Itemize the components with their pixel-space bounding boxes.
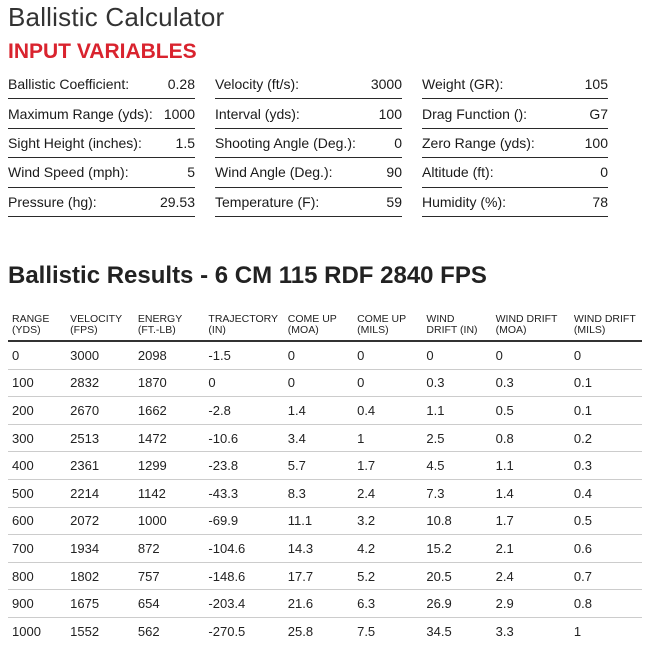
input-row	[422, 99, 608, 128]
input-value[interactable]: 1.5	[175, 134, 195, 151]
table-cell: 8.3	[284, 479, 353, 507]
column-header	[8, 314, 66, 341]
input-value[interactable]: 3000	[370, 76, 402, 93]
table-cell: 14.3	[284, 535, 353, 563]
table-cell: 700	[8, 535, 66, 563]
input-label: Pressure (hg):	[8, 193, 97, 210]
input-value[interactable]: 29.53	[159, 193, 195, 210]
results-title: Ballistic Results - 6 CM 115 RDF 2840 FPS	[8, 262, 487, 289]
table-cell: 1.7	[492, 507, 570, 535]
input-value[interactable]: 90	[386, 164, 402, 181]
table-cell: 2.4	[353, 479, 422, 507]
column-header	[204, 314, 283, 341]
table-cell: 1934	[66, 535, 134, 563]
input-label: Humidity (%):	[422, 193, 507, 210]
input-row	[8, 99, 195, 128]
table-cell: 1552	[70, 623, 100, 639]
table-cell: 1802	[66, 562, 134, 590]
column-header-line: WIND DRIFT	[495, 313, 558, 325]
table-cell: 0.1	[570, 397, 642, 425]
input-variables-grid	[8, 70, 610, 216]
input-label: Maximum Range (yds):	[8, 105, 153, 122]
input-value[interactable]: 59	[386, 193, 402, 210]
input-value[interactable]: 5	[187, 164, 195, 181]
table-cell: 0.3	[422, 369, 491, 397]
column-header-line: (MOA)	[495, 324, 527, 336]
table-cell: 0	[284, 341, 353, 369]
column-header-line: RANGE	[12, 313, 50, 325]
table-cell: 2.5	[422, 424, 491, 452]
input-variables-heading: INPUT VARIABLES	[8, 40, 197, 63]
column-header	[134, 314, 205, 341]
table-cell: -1.5	[204, 341, 283, 369]
table-cell: 0	[422, 341, 491, 369]
table-cell: 3000	[66, 341, 134, 369]
table-cell: 2670	[66, 397, 134, 425]
table-cell: 872	[134, 535, 205, 563]
table-cell: 654	[134, 590, 205, 618]
input-label: Sight Height (inches):	[8, 134, 142, 151]
table-cell: 800	[8, 562, 66, 590]
input-row	[215, 99, 402, 128]
input-value[interactable]: 0	[394, 134, 402, 151]
column-header-line: WIND	[426, 313, 455, 325]
table-cell: 2.4	[492, 562, 570, 590]
input-row	[215, 158, 402, 187]
input-label: Zero Range (yds):	[422, 134, 535, 151]
column-header-line: COME UP	[357, 313, 407, 325]
table-cell: 1.1	[422, 397, 491, 425]
table-cell: 600	[8, 507, 66, 535]
table-cell: 0.2	[570, 424, 642, 452]
table-cell: -203.4	[204, 590, 283, 618]
column-header-line: WIND DRIFT	[573, 313, 636, 325]
table-cell: 0	[353, 341, 422, 369]
table-cell: 2072	[66, 507, 134, 535]
column-header-line: TRAJECTORY	[208, 313, 279, 325]
column-header-line: (IN)	[208, 324, 226, 336]
table-cell: 400	[8, 452, 66, 480]
table-cell: 0	[570, 341, 642, 369]
table-cell: 1000	[12, 623, 41, 639]
table-cell: 1.7	[353, 452, 422, 480]
table-row	[8, 424, 642, 452]
column-header-line: (FT.-LB)	[137, 324, 176, 336]
table-cell: 1142	[134, 479, 205, 507]
column-header-line: (MILS)	[357, 324, 389, 336]
column-header-line: (FPS)	[70, 324, 98, 336]
input-label: Interval (yds):	[215, 105, 300, 122]
table-row	[8, 535, 642, 563]
input-label: Wind Speed (mph):	[8, 164, 129, 181]
table-cell: 1870	[134, 369, 205, 397]
table-cell: 34.5	[426, 623, 452, 639]
table-cell: 21.6	[284, 590, 353, 618]
input-row	[215, 70, 402, 99]
input-row	[215, 188, 402, 217]
table-cell: 0.5	[492, 397, 570, 425]
table-cell: 0	[204, 369, 283, 397]
column-header-line: ENERGY	[137, 313, 183, 325]
table-cell: 0	[284, 369, 353, 397]
column-header	[570, 314, 642, 341]
table-row	[8, 562, 642, 590]
input-row	[8, 188, 195, 217]
input-value[interactable]: 100	[378, 105, 402, 122]
table-row	[8, 369, 642, 397]
table-cell: 0	[353, 369, 422, 397]
input-value[interactable]: 0	[600, 164, 608, 181]
table-cell: 26.9	[422, 590, 491, 618]
table-cell: -69.9	[204, 507, 283, 535]
table-cell: 562	[137, 623, 160, 639]
table-cell: 0.1	[570, 369, 642, 397]
table-row	[8, 507, 642, 535]
column-header-line: (MILS)	[573, 324, 606, 336]
column-header-line: VELOCITY	[70, 313, 123, 325]
table-cell: 5.2	[353, 562, 422, 590]
table-cell: 11.1	[284, 507, 353, 535]
table-cell: 300	[8, 424, 66, 452]
table-cell: 0	[492, 341, 570, 369]
input-label: Temperature (F):	[215, 193, 320, 210]
table-row	[8, 590, 642, 618]
input-row	[422, 129, 608, 158]
table-cell: 2098	[134, 341, 205, 369]
input-row	[8, 158, 195, 187]
column-header	[492, 314, 570, 341]
input-value[interactable]: 105	[584, 76, 608, 93]
table-cell: 6.3	[353, 590, 422, 618]
table-cell: 2.1	[492, 535, 570, 563]
table-cell: -23.8	[204, 452, 283, 480]
table-cell: 1299	[134, 452, 205, 480]
table-cell: 3.4	[284, 424, 353, 452]
input-value[interactable]: 1000	[163, 105, 195, 122]
column-header	[66, 314, 134, 341]
table-header-row	[8, 314, 642, 341]
input-value[interactable]: 0.28	[167, 76, 195, 93]
input-label: Ballistic Coefficient:	[8, 76, 130, 93]
input-label: Velocity (ft/s):	[215, 76, 300, 93]
table-cell: -2.8	[204, 397, 283, 425]
table-cell: 15.2	[422, 535, 491, 563]
table-cell: 0.8	[570, 590, 642, 618]
page-title: Ballistic Calculator	[8, 2, 225, 32]
input-row	[422, 188, 608, 217]
table-cell: 1	[353, 424, 422, 452]
table-cell: -10.6	[204, 424, 283, 452]
table-cell: 0	[8, 341, 66, 369]
table-cell: 100	[8, 369, 66, 397]
table-cell: 20.5	[422, 562, 491, 590]
table-row	[8, 617, 642, 644]
table-cell: 17.7	[284, 562, 353, 590]
table-cell: 200	[8, 397, 66, 425]
input-row	[215, 129, 402, 158]
table-cell: 2832	[66, 369, 134, 397]
table-cell: 2214	[66, 479, 134, 507]
table-cell: 0.8	[492, 424, 570, 452]
input-label: Shooting Angle (Deg.):	[215, 134, 356, 151]
table-cell: 0.7	[570, 562, 642, 590]
table-cell: 757	[134, 562, 205, 590]
table-cell: -270.5	[208, 623, 246, 639]
input-column	[215, 70, 402, 217]
table-cell: 0.3	[492, 369, 570, 397]
input-row	[422, 70, 608, 99]
column-header-line: DRIFT (IN)	[426, 324, 478, 336]
table-cell: 0.4	[570, 479, 642, 507]
table-cell: 0.6	[570, 535, 642, 563]
input-value[interactable]: 100	[584, 134, 608, 151]
input-label: Altitude (ft):	[422, 164, 494, 181]
input-row	[8, 70, 195, 99]
column-header	[284, 314, 353, 341]
table-cell: 900	[8, 590, 66, 618]
input-row	[422, 158, 608, 187]
input-label: Wind Angle (Deg.):	[215, 164, 333, 181]
table-cell: 1.1	[492, 452, 570, 480]
column-header	[353, 314, 422, 341]
table-cell: 1472	[134, 424, 205, 452]
table-cell: -104.6	[204, 535, 283, 563]
input-label: Drag Function ():	[422, 105, 528, 122]
results-table	[8, 314, 642, 645]
table-cell: 4.5	[422, 452, 491, 480]
table-row	[8, 452, 642, 480]
column-header-line: COME UP	[287, 313, 337, 325]
table-row	[8, 479, 642, 507]
table-cell: 0.3	[570, 452, 642, 480]
table-cell: 7.3	[422, 479, 491, 507]
table-row	[8, 397, 642, 425]
input-column	[8, 70, 195, 217]
input-value[interactable]: G7	[589, 105, 608, 122]
table-cell: 3.3	[495, 623, 514, 639]
input-column	[422, 70, 608, 217]
input-value[interactable]: 78	[592, 193, 608, 210]
table-cell: 1000	[134, 507, 205, 535]
table-cell: 500	[8, 479, 66, 507]
table-row	[8, 341, 642, 369]
table-cell: -148.6	[204, 562, 283, 590]
input-row	[8, 129, 195, 158]
column-header-line: (YDS)	[12, 324, 41, 336]
column-header	[422, 314, 491, 341]
table-cell: 2361	[66, 452, 134, 480]
table-cell: 25.8	[287, 623, 314, 639]
table-cell: 0.4	[353, 397, 422, 425]
table-cell: 1662	[134, 397, 205, 425]
table-cell: 2513	[66, 424, 134, 452]
table-cell: 7.5	[357, 623, 376, 639]
table-cell: -43.3	[204, 479, 283, 507]
column-header-line: (MOA)	[287, 324, 319, 336]
table-cell: 1675	[66, 590, 134, 618]
table-cell: 1.4	[284, 397, 353, 425]
table-cell: 10.8	[422, 507, 491, 535]
table-cell: 0.5	[570, 507, 642, 535]
table-cell: 2.9	[492, 590, 570, 618]
input-label: Weight (GR):	[422, 76, 504, 93]
table-cell: 4.2	[353, 535, 422, 563]
table-cell: 1.4	[492, 479, 570, 507]
table-cell: 1	[573, 623, 582, 639]
table-cell: 3.2	[353, 507, 422, 535]
table-cell: 5.7	[284, 452, 353, 480]
